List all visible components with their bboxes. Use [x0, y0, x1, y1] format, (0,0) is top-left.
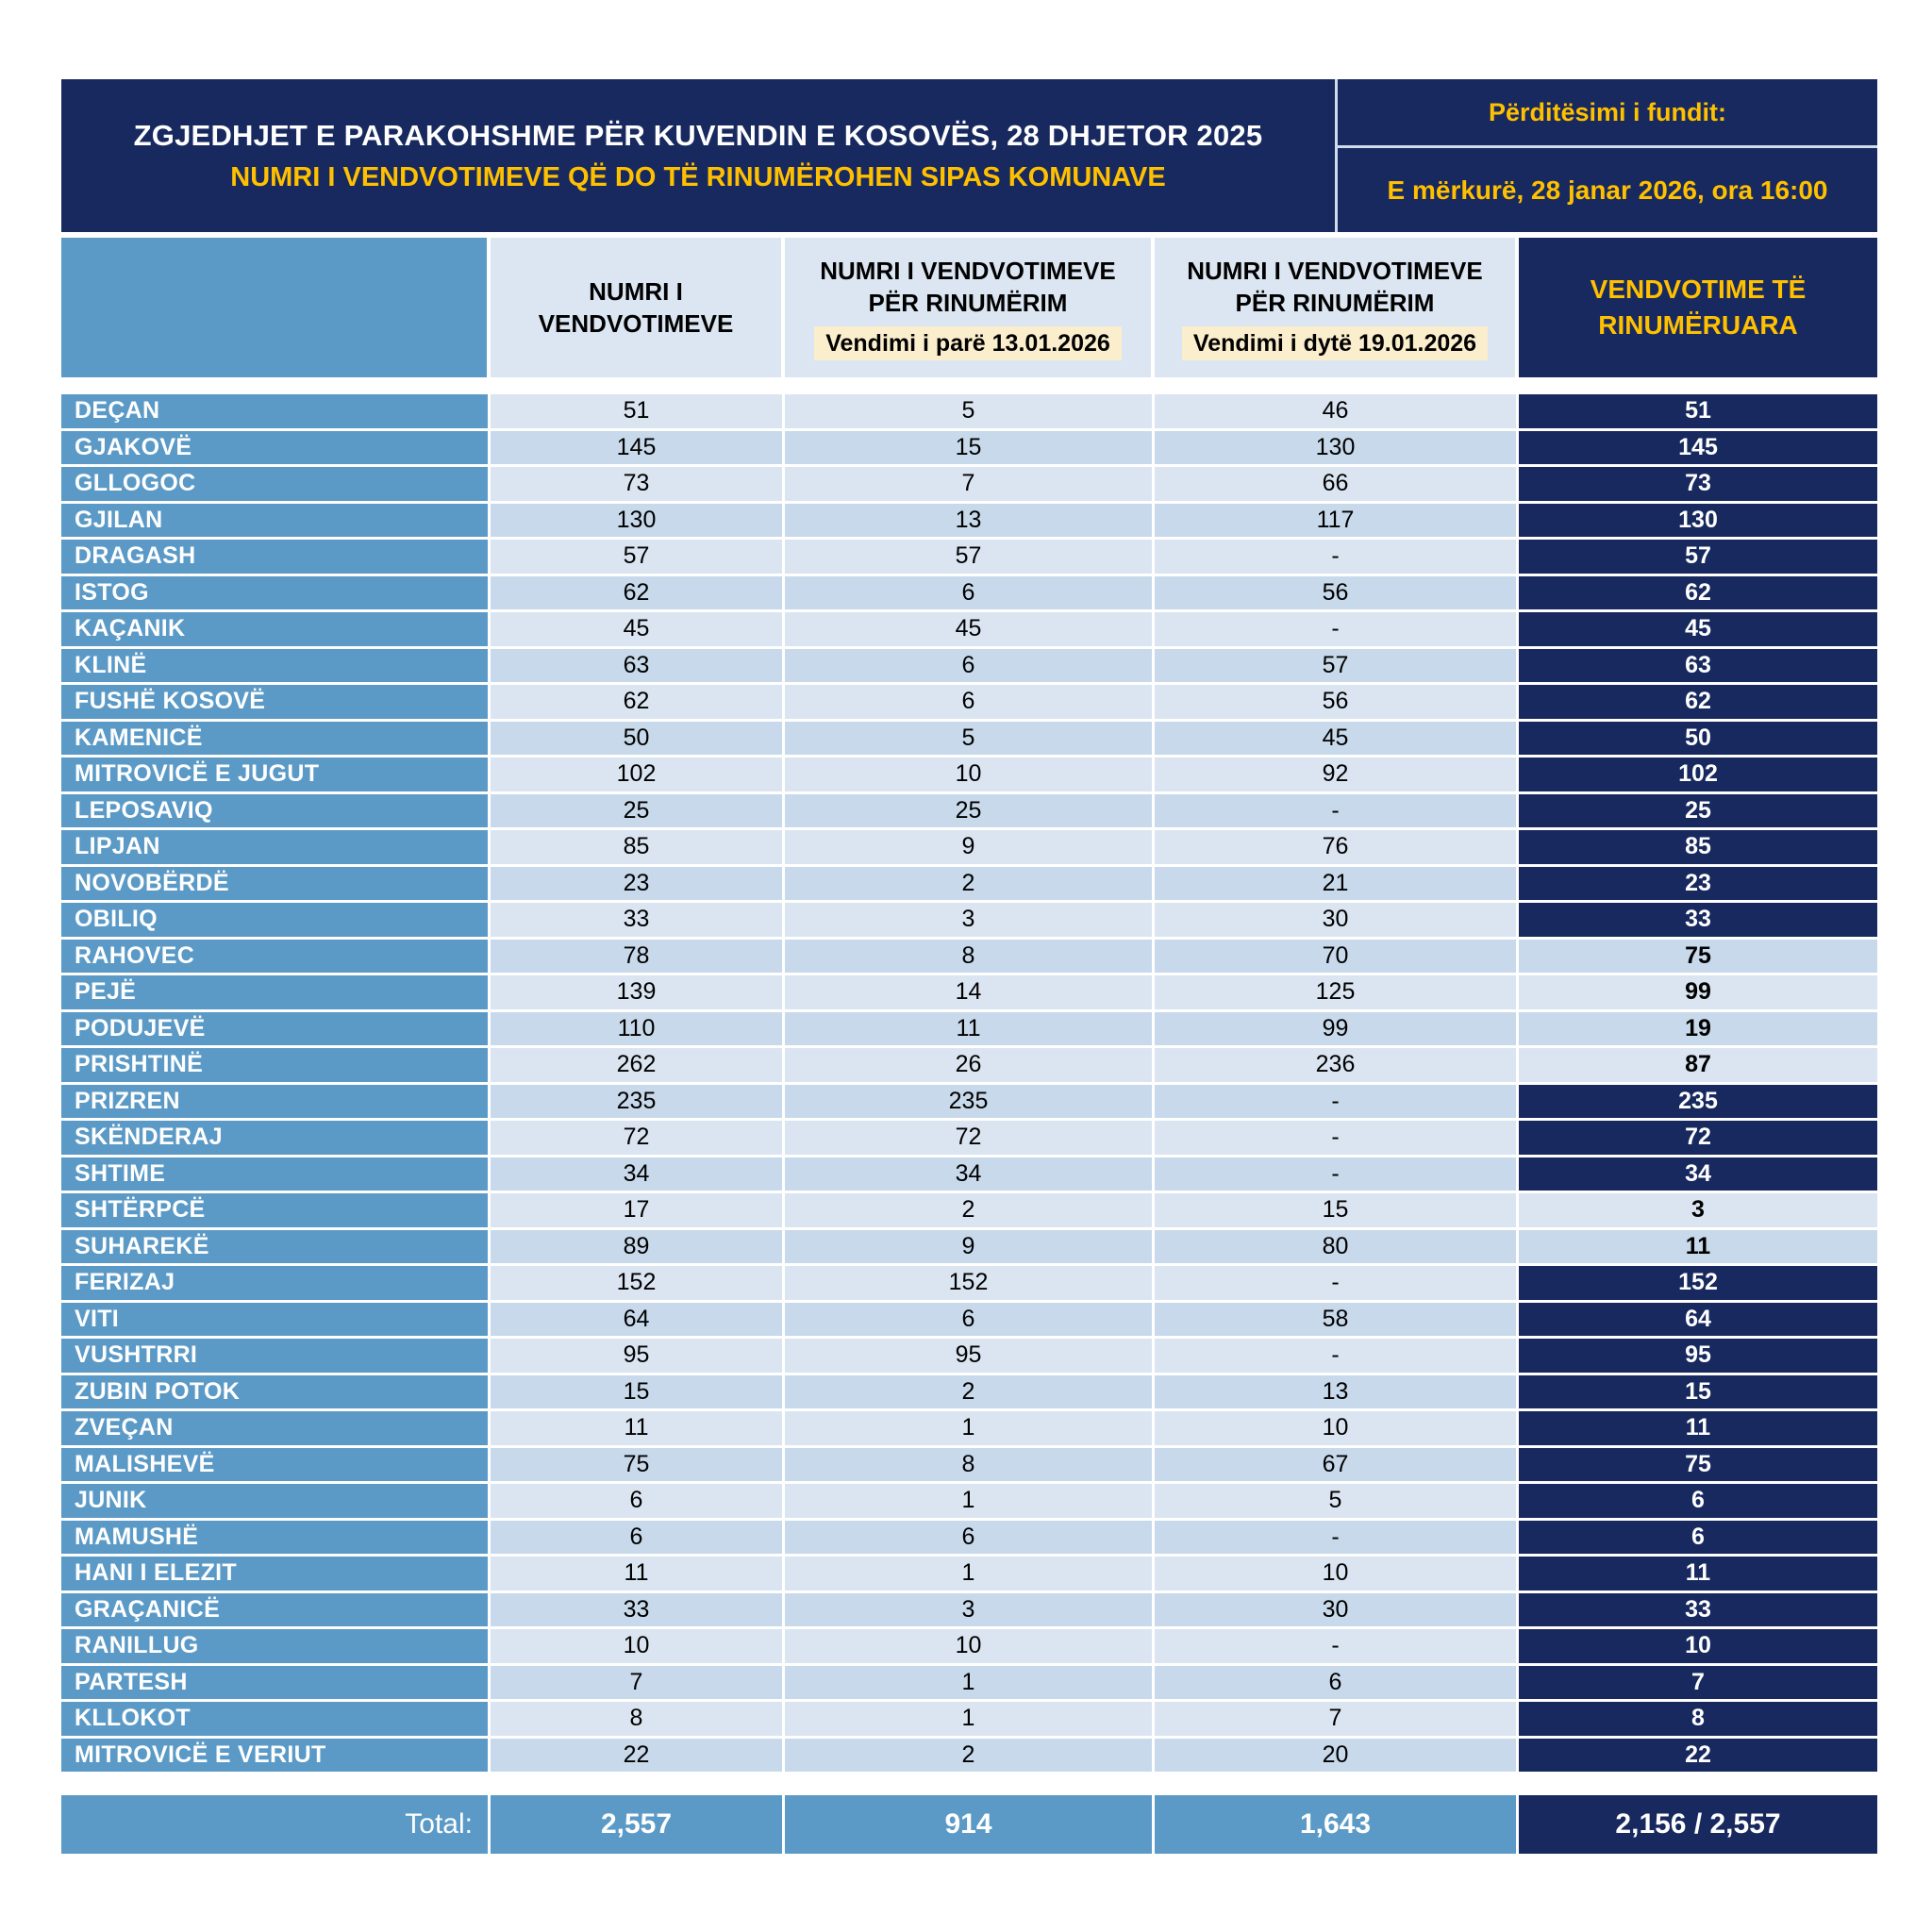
polling-stations-count: 33: [491, 1593, 785, 1630]
municipality-name: MAMUSHË: [61, 1521, 491, 1557]
municipality-name: KAÇANIK: [61, 612, 491, 649]
header-second-decision: [1155, 238, 1519, 377]
polling-stations-count: 7: [491, 1666, 785, 1703]
recounted-count: 33: [1519, 903, 1877, 940]
polling-stations-count: 11: [491, 1557, 785, 1593]
header-total-line2: VENDVOTIMEVE: [538, 309, 734, 338]
recounted-count: 145: [1519, 431, 1877, 468]
municipality-name: PRISHTINË: [61, 1048, 491, 1085]
title-banner: [61, 79, 1877, 232]
municipality-name: GLLOGOC: [61, 467, 491, 504]
polling-stations-count: 262: [491, 1048, 785, 1085]
recounted-count: 11: [1519, 1411, 1877, 1448]
recounted-count: 7: [1519, 1666, 1877, 1703]
second-decision-count: -: [1155, 1085, 1519, 1122]
first-decision-count: 6: [785, 1521, 1155, 1557]
first-decision-count: 10: [785, 1629, 1155, 1666]
second-decision-count: -: [1155, 794, 1519, 831]
municipality-name: ZVEÇAN: [61, 1411, 491, 1448]
recounted-count: 64: [1519, 1303, 1877, 1340]
second-decision-count: 92: [1155, 758, 1519, 794]
municipality-name: PARTESH: [61, 1666, 491, 1703]
recounted-count: 235: [1519, 1085, 1877, 1122]
polling-stations-count: 102: [491, 758, 785, 794]
second-decision-count: -: [1155, 540, 1519, 576]
polling-stations-count: 72: [491, 1121, 785, 1158]
second-decision-count: 58: [1155, 1303, 1519, 1340]
second-decision-count: 46: [1155, 394, 1519, 431]
second-decision-count: 10: [1155, 1557, 1519, 1593]
recounted-count: 34: [1519, 1158, 1877, 1194]
header-second-decision-date: Vendimi i dytë 19.01.2026: [1182, 326, 1488, 360]
municipality-name: LEPOSAVIQ: [61, 794, 491, 831]
header-first-line1: NUMRI I VENDVOTIMEVE: [820, 257, 1116, 285]
second-decision-count: -: [1155, 1521, 1519, 1557]
first-decision-count: 9: [785, 830, 1155, 867]
polling-stations-count: 8: [491, 1702, 785, 1739]
first-decision-count: 6: [785, 1303, 1155, 1340]
recounted-count: 11: [1519, 1230, 1877, 1267]
recounted-count: 19: [1519, 1012, 1877, 1049]
second-decision-count: -: [1155, 1121, 1519, 1158]
first-decision-count: 2: [785, 867, 1155, 904]
second-decision-count: 117: [1155, 504, 1519, 541]
polling-stations-count: 17: [491, 1193, 785, 1230]
municipality-name: GJILAN: [61, 504, 491, 541]
second-decision-count: 21: [1155, 867, 1519, 904]
first-decision-count: 13: [785, 504, 1155, 541]
polling-stations-count: 34: [491, 1158, 785, 1194]
polling-stations-count: 22: [491, 1739, 785, 1775]
second-decision-count: 70: [1155, 940, 1519, 976]
municipality-name: LIPJAN: [61, 830, 491, 867]
recounted-count: 8: [1519, 1702, 1877, 1739]
polling-stations-count: 78: [491, 940, 785, 976]
header-total-line1: NUMRI I: [589, 277, 683, 306]
second-decision-count: -: [1155, 1339, 1519, 1375]
municipality-name: GJAKOVË: [61, 431, 491, 468]
polling-stations-count: 51: [491, 394, 785, 431]
municipality-name: ZUBIN POTOK: [61, 1375, 491, 1412]
recounted-count: 15: [1519, 1375, 1877, 1412]
polling-stations-count: 64: [491, 1303, 785, 1340]
first-decision-count: 25: [785, 794, 1155, 831]
header-recounted-line1: VENDVOTIME TË: [1590, 275, 1807, 304]
header-recounted-line2: RINUMËRUARA: [1598, 310, 1798, 340]
header-total-polling-stations: [491, 238, 785, 377]
second-decision-count: -: [1155, 1158, 1519, 1194]
municipality-name: PODUJEVË: [61, 1012, 491, 1049]
total-second-decision: 1,643: [1155, 1795, 1519, 1854]
second-decision-count: 45: [1155, 722, 1519, 758]
first-decision-count: 6: [785, 685, 1155, 722]
recounted-count: 85: [1519, 830, 1877, 867]
municipality-name: SUHAREKË: [61, 1230, 491, 1267]
polling-stations-count: 23: [491, 867, 785, 904]
municipality-name: KAMENICË: [61, 722, 491, 758]
second-decision-count: 80: [1155, 1230, 1519, 1267]
municipality-name: GRAÇANICË: [61, 1593, 491, 1630]
total-row: [61, 1795, 1877, 1854]
header-recounted: [1519, 238, 1877, 377]
first-decision-count: 95: [785, 1339, 1155, 1375]
recounted-count: 95: [1519, 1339, 1877, 1375]
first-decision-count: 1: [785, 1702, 1155, 1739]
first-decision-count: 3: [785, 903, 1155, 940]
second-decision-count: -: [1155, 1629, 1519, 1666]
second-decision-count: 30: [1155, 1593, 1519, 1630]
recounted-count: 3: [1519, 1193, 1877, 1230]
recounted-count: 130: [1519, 504, 1877, 541]
title-block: [61, 79, 1338, 232]
municipality-name: PEJË: [61, 975, 491, 1012]
municipality-name: MALISHEVË: [61, 1448, 491, 1485]
municipality-name: RANILLUG: [61, 1629, 491, 1666]
recounted-count: 50: [1519, 722, 1877, 758]
second-decision-count: -: [1155, 1266, 1519, 1303]
first-decision-count: 8: [785, 1448, 1155, 1485]
header-first-line2: PËR RINUMËRIM: [868, 289, 1068, 317]
second-decision-count: 5: [1155, 1484, 1519, 1521]
second-decision-count: 15: [1155, 1193, 1519, 1230]
recounted-count: 75: [1519, 940, 1877, 976]
report-content: [61, 79, 1877, 1854]
polling-stations-count: 145: [491, 431, 785, 468]
first-decision-count: 2: [785, 1739, 1155, 1775]
municipality-name: FERIZAJ: [61, 1266, 491, 1303]
polling-stations-count: 6: [491, 1521, 785, 1557]
total-first-decision: 914: [785, 1795, 1155, 1854]
second-decision-count: 99: [1155, 1012, 1519, 1049]
report-title: ZGJEDHJET E PARAKOHSHME PËR KUVENDIN E KOSOVËS, 28 DHJETOR 2025: [133, 118, 1263, 152]
recounted-count: 87: [1519, 1048, 1877, 1085]
second-decision-count: 10: [1155, 1411, 1519, 1448]
municipality-name: JUNIK: [61, 1484, 491, 1521]
municipality-name: VITI: [61, 1303, 491, 1340]
recounted-count: 63: [1519, 649, 1877, 686]
recounted-count: 152: [1519, 1266, 1877, 1303]
recounted-count: 23: [1519, 867, 1877, 904]
polling-stations-count: 11: [491, 1411, 785, 1448]
first-decision-count: 8: [785, 940, 1155, 976]
municipality-name: RAHOVEC: [61, 940, 491, 976]
second-decision-count: -: [1155, 612, 1519, 649]
first-decision-count: 15: [785, 431, 1155, 468]
polling-stations-count: 62: [491, 576, 785, 613]
polling-stations-count: 57: [491, 540, 785, 576]
first-decision-count: 152: [785, 1266, 1155, 1303]
polling-stations-count: 75: [491, 1448, 785, 1485]
total-label: Total:: [61, 1795, 491, 1854]
first-decision-count: 3: [785, 1593, 1155, 1630]
municipality-name: KLLOKOT: [61, 1702, 491, 1739]
polling-stations-count: 15: [491, 1375, 785, 1412]
first-decision-count: 26: [785, 1048, 1155, 1085]
municipality-name: MITROVICË E VERIUT: [61, 1739, 491, 1775]
second-decision-count: 130: [1155, 431, 1519, 468]
polling-stations-count: 139: [491, 975, 785, 1012]
municipality-name: FUSHË KOSOVË: [61, 685, 491, 722]
second-decision-count: 56: [1155, 685, 1519, 722]
polling-stations-count: 89: [491, 1230, 785, 1267]
polling-stations-count: 130: [491, 504, 785, 541]
recounted-count: 22: [1519, 1739, 1877, 1775]
second-decision-count: 30: [1155, 903, 1519, 940]
recounted-count: 62: [1519, 685, 1877, 722]
first-decision-count: 1: [785, 1666, 1155, 1703]
first-decision-count: 2: [785, 1375, 1155, 1412]
first-decision-count: 1: [785, 1557, 1155, 1593]
last-update-block: [1338, 79, 1877, 232]
recounted-count: 25: [1519, 794, 1877, 831]
first-decision-count: 5: [785, 394, 1155, 431]
column-header-row: [61, 238, 1877, 377]
recounted-count: 6: [1519, 1484, 1877, 1521]
recounted-count: 72: [1519, 1121, 1877, 1158]
municipality-name: NOVOBËRDË: [61, 867, 491, 904]
recounted-count: 73: [1519, 467, 1877, 504]
municipality-name: SHTËRPCË: [61, 1193, 491, 1230]
first-decision-count: 1: [785, 1484, 1155, 1521]
total-polling-stations: 2,557: [491, 1795, 785, 1854]
polling-stations-count: 45: [491, 612, 785, 649]
polling-stations-count: 33: [491, 903, 785, 940]
municipality-name: OBILIQ: [61, 903, 491, 940]
second-decision-count: 66: [1155, 467, 1519, 504]
municipality-name: DEÇAN: [61, 394, 491, 431]
header-second-line1: NUMRI I VENDVOTIMEVE: [1187, 257, 1483, 285]
polling-stations-count: 152: [491, 1266, 785, 1303]
second-decision-count: 76: [1155, 830, 1519, 867]
second-decision-count: 125: [1155, 975, 1519, 1012]
municipality-name: SHTIME: [61, 1158, 491, 1194]
first-decision-count: 7: [785, 467, 1155, 504]
polling-stations-count: 63: [491, 649, 785, 686]
municipality-name: MITROVICË E JUGUT: [61, 758, 491, 794]
municipality-name: SKËNDERAJ: [61, 1121, 491, 1158]
second-decision-count: 67: [1155, 1448, 1519, 1485]
first-decision-count: 235: [785, 1085, 1155, 1122]
first-decision-count: 34: [785, 1158, 1155, 1194]
second-decision-count: 6: [1155, 1666, 1519, 1703]
municipality-name: ISTOG: [61, 576, 491, 613]
first-decision-count: 11: [785, 1012, 1155, 1049]
municipality-name: HANI I ELEZIT: [61, 1557, 491, 1593]
second-decision-count: 20: [1155, 1739, 1519, 1775]
first-decision-count: 6: [785, 649, 1155, 686]
recounted-count: 11: [1519, 1557, 1877, 1593]
second-decision-count: 7: [1155, 1702, 1519, 1739]
municipality-name: PRIZREN: [61, 1085, 491, 1122]
first-decision-count: 6: [785, 576, 1155, 613]
last-update-label: Përditësimi i fundit:: [1338, 79, 1877, 148]
report-subtitle: NUMRI I VENDVOTIMEVE QË DO TË RINUMËROHEN SIPAS KOMUNAVE: [230, 161, 1166, 192]
second-decision-count: 236: [1155, 1048, 1519, 1085]
recounted-count: 45: [1519, 612, 1877, 649]
first-decision-count: 9: [785, 1230, 1155, 1267]
municipality-name: DRAGASH: [61, 540, 491, 576]
municipality-name: VUSHTRRI: [61, 1339, 491, 1375]
first-decision-count: 57: [785, 540, 1155, 576]
recounted-count: 102: [1519, 758, 1877, 794]
polling-stations-count: 235: [491, 1085, 785, 1122]
header-municipality: [61, 238, 491, 377]
recounted-count: 51: [1519, 394, 1877, 431]
header-second-line2: PËR RINUMËRIM: [1235, 289, 1435, 317]
second-decision-count: 56: [1155, 576, 1519, 613]
polling-stations-count: 85: [491, 830, 785, 867]
recounted-count: 10: [1519, 1629, 1877, 1666]
total-recounted: 2,156 / 2,557: [1519, 1795, 1877, 1854]
recounted-count: 99: [1519, 975, 1877, 1012]
polling-stations-count: 25: [491, 794, 785, 831]
recounted-count: 62: [1519, 576, 1877, 613]
recounted-count: 57: [1519, 540, 1877, 576]
municipality-name: KLINË: [61, 649, 491, 686]
polling-stations-count: 6: [491, 1484, 785, 1521]
recounted-count: 6: [1519, 1521, 1877, 1557]
polling-stations-count: 10: [491, 1629, 785, 1666]
recounted-count: 75: [1519, 1448, 1877, 1485]
polling-stations-count: 95: [491, 1339, 785, 1375]
first-decision-count: 2: [785, 1193, 1155, 1230]
second-decision-count: 13: [1155, 1375, 1519, 1412]
first-decision-count: 5: [785, 722, 1155, 758]
recounted-count: 33: [1519, 1593, 1877, 1630]
polling-stations-count: 62: [491, 685, 785, 722]
last-update-value: E mërkurë, 28 janar 2026, ora 16:00: [1387, 175, 1828, 205]
polling-stations-count: 73: [491, 467, 785, 504]
first-decision-count: 10: [785, 758, 1155, 794]
first-decision-count: 72: [785, 1121, 1155, 1158]
first-decision-count: 14: [785, 975, 1155, 1012]
polling-stations-count: 110: [491, 1012, 785, 1049]
second-decision-count: 57: [1155, 649, 1519, 686]
municipality-table: [61, 394, 1877, 1774]
first-decision-count: 1: [785, 1411, 1155, 1448]
header-first-decision-date: Vendimi i parë 13.01.2026: [814, 326, 1122, 360]
first-decision-count: 45: [785, 612, 1155, 649]
header-first-decision: [785, 238, 1155, 377]
polling-stations-count: 50: [491, 722, 785, 758]
